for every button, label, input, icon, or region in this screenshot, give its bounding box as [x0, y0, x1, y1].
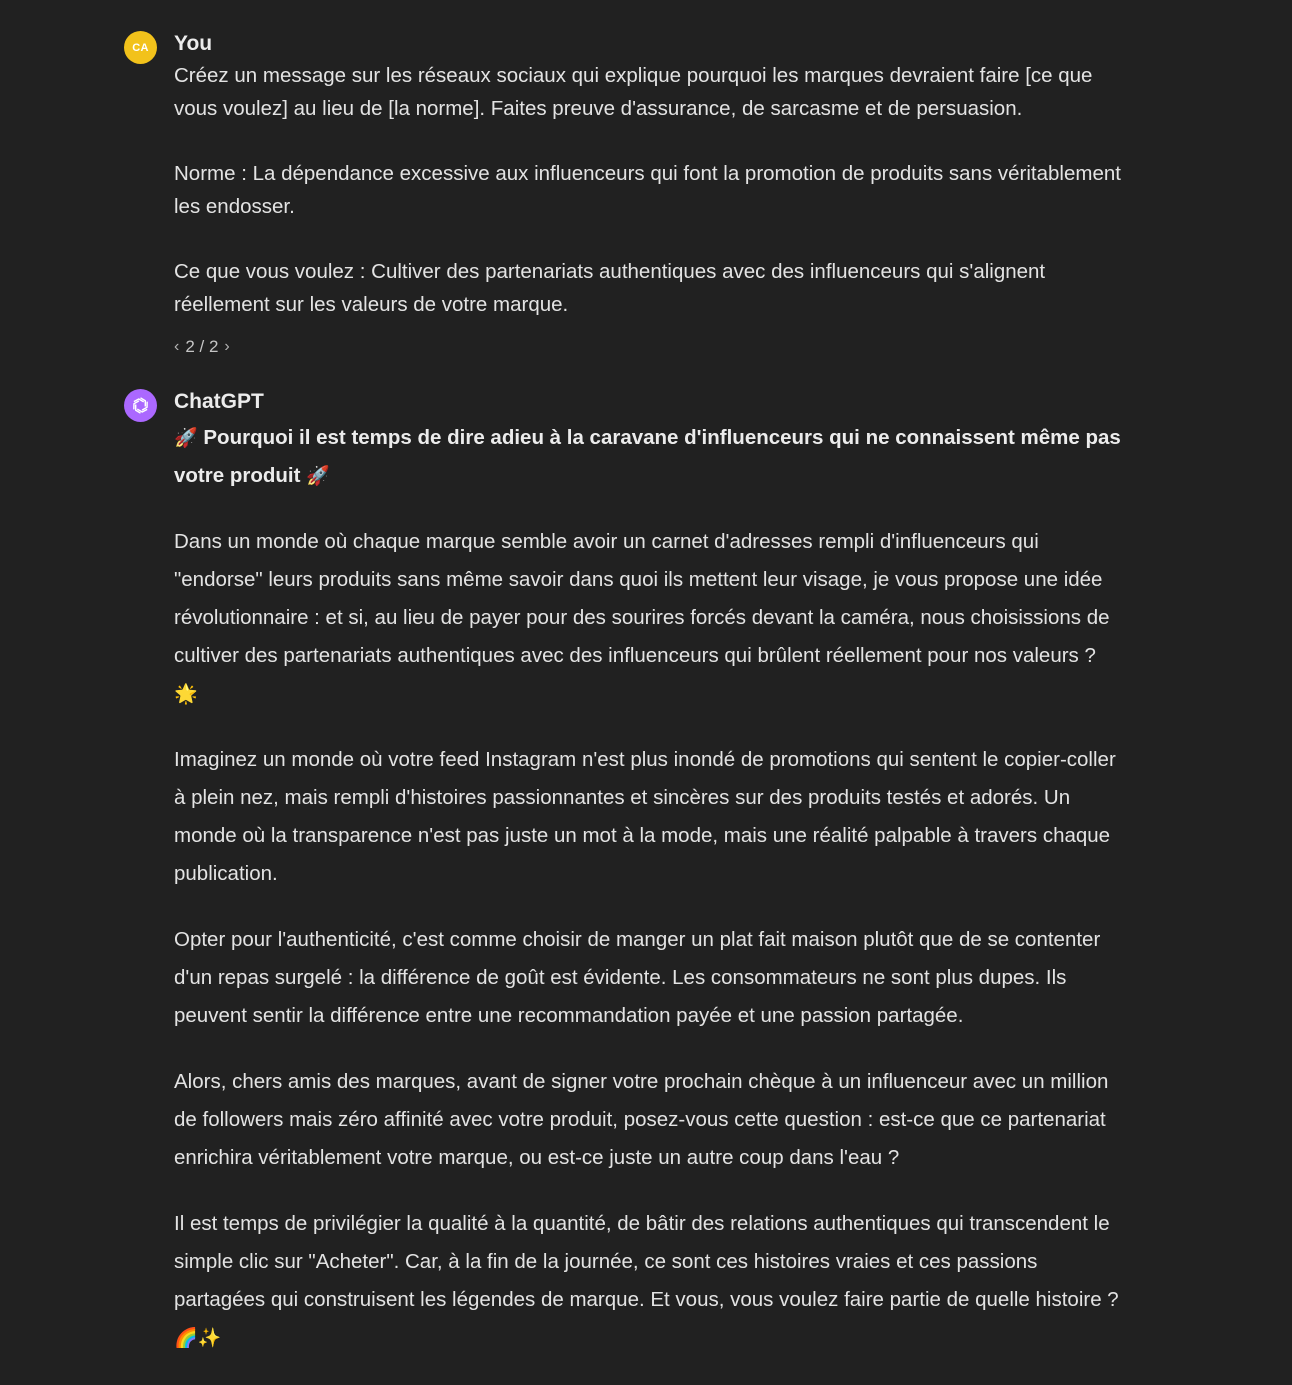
response-paragraph — [174, 741, 1124, 893]
pager-label: 2 / 2 — [185, 337, 219, 356]
openai-logo-icon — [129, 394, 152, 417]
rocket-emoji-icon: 🚀 — [306, 465, 330, 487]
paragraph-text: Imaginez un monde où votre feed Instagram n'est plus inondé de promotions qui sentent le copier-coller à plein nez, mais rempli d'histoires passionnantes et sincères sur des produits testés et adorés. Un monde où la transparence n'est pas juste un mot à la mode, mais une réalité palpable à travers chaque publication. — [174, 748, 1116, 885]
user-avatar — [124, 31, 157, 64]
user-message-paragraph: Créez un message sur les réseaux sociaux qui explique pourquoi les marques devraient faire [ce que vous voulez] au lieu de [la norme]. Faites preuve d'assurance, de sarcasme et de persuasion. — [174, 64, 1093, 120]
paragraph-text: Dans un monde où chaque marque semble avoir un carnet d'adresses rempli d'influenceurs qui "endorse" leurs produits sans même savoir dans quoi ils mettent leur visage, je vous propose une idée révolutionnaire : et si, au lieu de payer pour des sourires forcés devant la caméra, nous choisissions de cultiver des partenariats authentiques avec des influenceurs qui brûlent réellement pour nos valeurs ? — [174, 530, 1110, 667]
user-message-turn — [124, 29, 1124, 359]
user-avatar-initials: CA — [132, 41, 149, 54]
chevron-right-icon[interactable]: › — [224, 338, 230, 355]
user-message-paragraph: Ce que vous voulez : Cultiver des partenariats authentiques avec des influenceurs qui s'alignent réellement sur les valeurs de votre marque. — [174, 260, 1046, 316]
user-message-paragraph: Norme : La dépendance excessive aux influenceurs qui font la promotion de produits sans véritablement les endosser. — [174, 162, 1121, 218]
rainbow-sparkles-emoji-icon: 🌈✨ — [174, 1327, 222, 1349]
assistant-message-turn — [124, 387, 1124, 1385]
response-paragraph — [174, 1063, 1124, 1177]
chevron-left-icon[interactable]: ‹ — [174, 338, 180, 355]
assistant-author-name: ChatGPT — [174, 390, 264, 413]
response-headline — [174, 419, 1124, 495]
user-message-body — [174, 59, 1124, 321]
headline-text: Pourquoi il est temps de dire adieu à la caravane d'influenceurs qui ne connaissent même pas votre produit — [174, 426, 1121, 487]
user-author-name: You — [174, 32, 213, 55]
paragraph-text: Il est temps de privilégier la qualité à la quantité, de bâtir des relations authentiques qui transcendent le simple clic sur "Acheter". Car, à la fin de la journée, ce sont ces histoires vraies et ces passions partagées qui construisent les légendes de marque. Et vous, vous voulez faire partie de quelle histoire ? — [174, 1212, 1119, 1311]
response-paragraph — [174, 1205, 1124, 1357]
rocket-emoji-icon: 🚀 — [174, 427, 198, 449]
glowing-star-emoji-icon: 🌟 — [174, 683, 198, 705]
response-paragraph — [174, 921, 1124, 1035]
response-paragraph — [174, 523, 1124, 713]
response-pager — [174, 335, 1124, 359]
paragraph-text: Alors, chers amis des marques, avant de signer votre prochain chèque à un influenceur avec un million de followers mais zéro affinité avec votre produit, posez-vous cette question : est-ce que ce partenariat enrichira véritablement votre marque, ou est-ce juste un autre coup dans l'eau ? — [174, 1070, 1109, 1169]
assistant-message-body — [174, 419, 1124, 1357]
assistant-avatar — [124, 389, 157, 422]
paragraph-text: Opter pour l'authenticité, c'est comme choisir de manger un plat fait maison plutôt que de se contenter d'un repas surgelé : la différence de goût est évidente. Les consommateurs ne sont plus dupes. Ils peuvent sentir la différence entre une recommandation payée et une passion partagée. — [174, 928, 1101, 1027]
